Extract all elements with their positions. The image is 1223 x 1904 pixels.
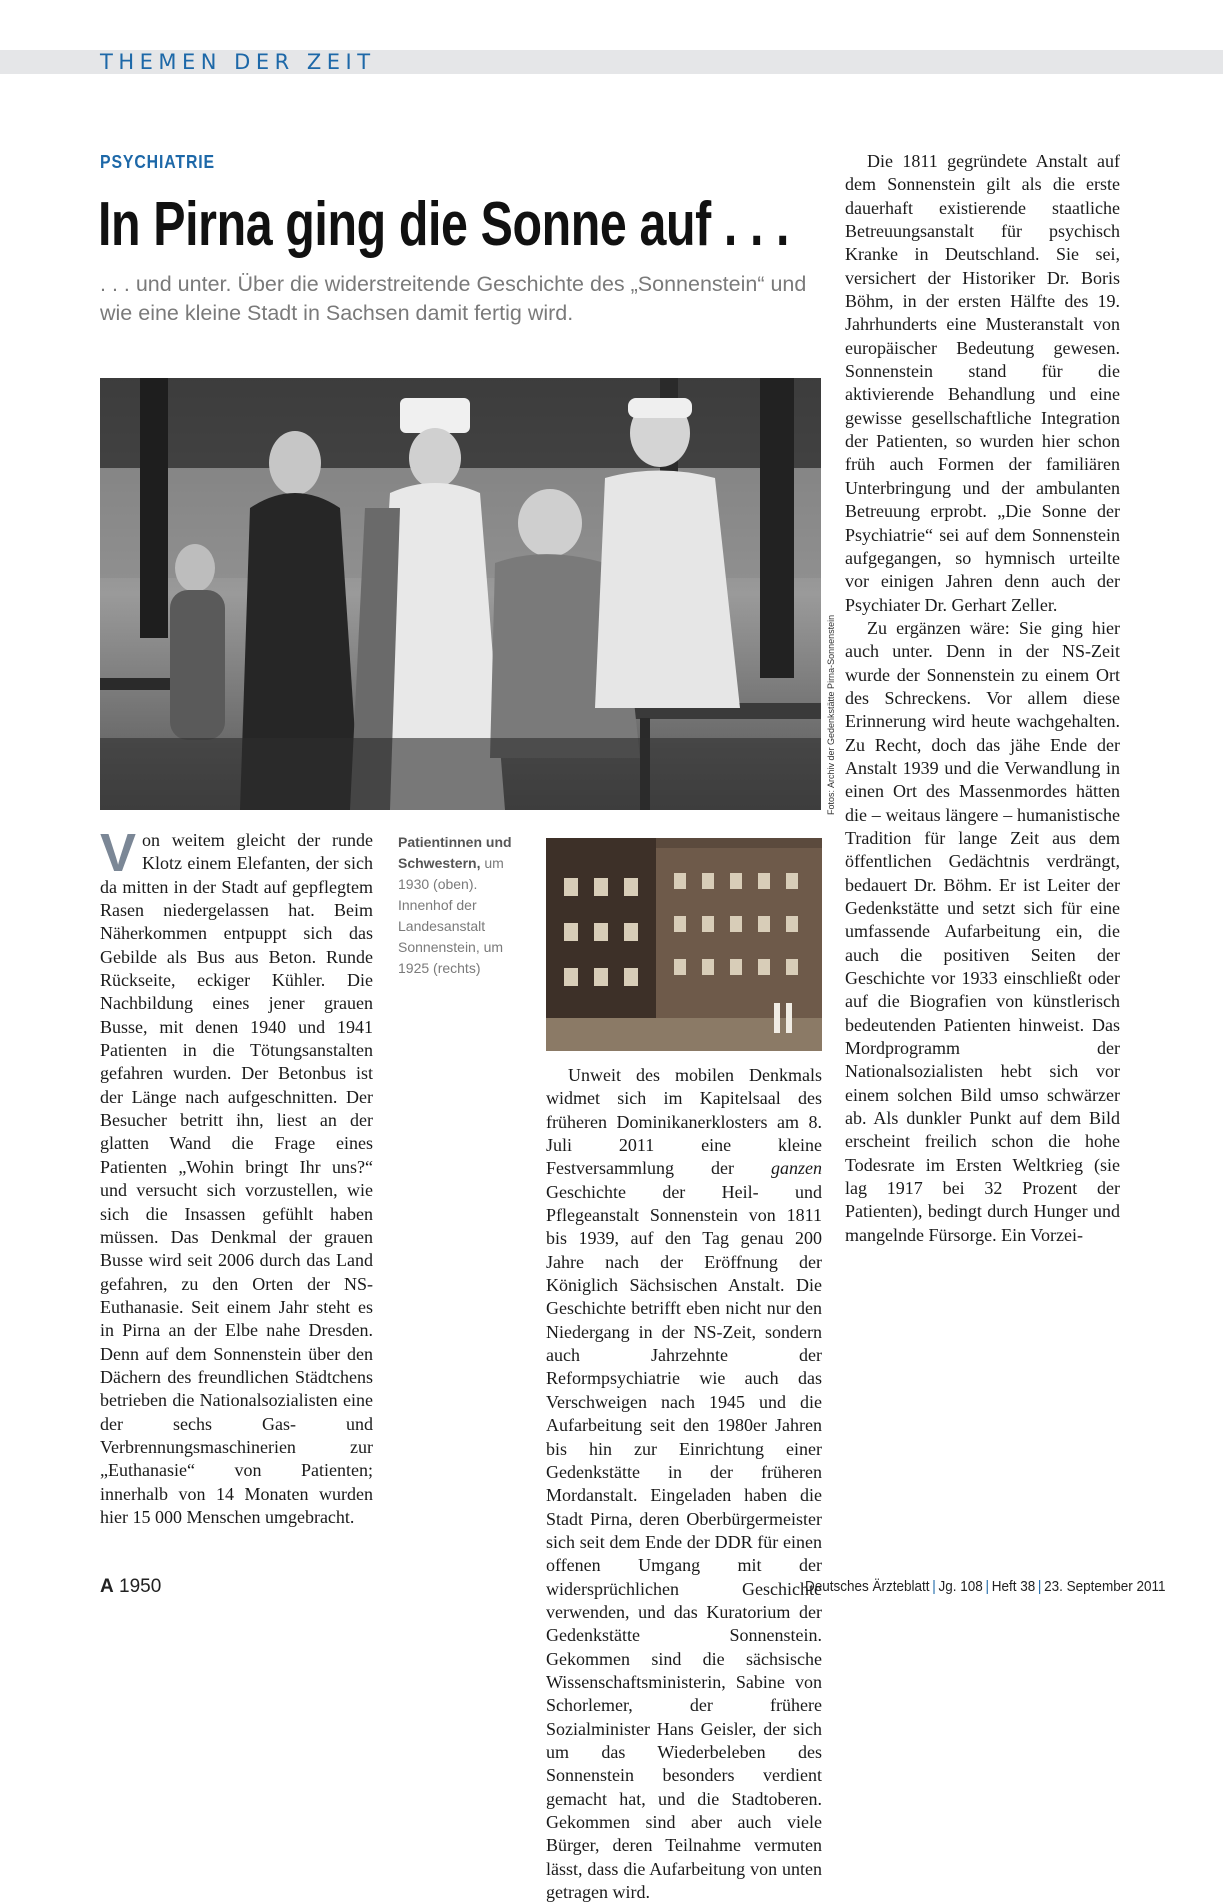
- photo-credit: Fotos: Archiv der Gedenkstätte Pirna-Sonnenstein: [826, 614, 836, 815]
- body-column-1: [100, 823, 373, 1529]
- photo-patients-nurses: [100, 378, 821, 810]
- article-kicker: PSYCHIATRIE: [100, 152, 216, 172]
- page-prefix: A: [100, 1576, 114, 1597]
- article-title: In Pirna ging die Sonne auf . . .: [98, 190, 790, 259]
- journal-volume: Jg. 108: [938, 1578, 983, 1595]
- dropcap: V: [100, 823, 137, 883]
- article-subtitle: . . . und unter. Über die widerstreitende Geschichte des „Sonnenstein“ und wie eine kleine Stadt in Sachsen damit fertig wird.: [100, 272, 807, 325]
- paragraph-ns-era: Zu ergänzen wäre: Sie ging hier auch unter. Denn in der NS-Zeit wurde der Sonnenstein zu einem Ort des Schreckens. Vor allem diese Erinnerung wird heute wachgehalten. Zu Recht, doch das jähe Ende der Anstalt 1939 und die Verwandlung in einen Ort des Massenmordes hätten die – weitaus längere – humanistische Tradition für lange Zeit aus dem öffentlichen Gedächtnis verdrängt, bedauert Dr. Böhm. Er ist Leiter der Gedenkstätte und setzt sich für eine umfassende Aufarbeitung ein, die auch die positiven Seiten der Geschichte vor 1933 einschließt oder auf die Biografien von künstlerisch bedeutenden Patienten hinweist. Das Mordprogramm der Nationalsozialisten hebt sich vor einem solchen Bild umso schwärzer ab. Als dunkler Punkt auf dem Bild erscheint freilich schon die hohe Todesrate im Ersten Weltkrieg (sie lag 1917 bei 32 Prozent der Patienten), bedingt durch Hunger und mangelnde Fürsorge. Ein Vorzei-: [845, 617, 1120, 1245]
- page-number: [100, 1576, 161, 1598]
- paragraph-history: Die 1811 gegründete Anstalt auf dem Sonnenstein gilt als die erste dauerhaft existierende staatliche Betreuungsanstalt für psychisch Kranke in Deutschland. Sie sei, versichert der Historiker Dr. Boris Böhm, in der ersten Hälfte des 19. Jahrhunderts eine Musteranstalt von europäischer Bedeutung gewesen. Sonnenstein stand für die aktivierende Behandlung und eine gewisse gesellschaftliche Integration der Patienten, so wurden hier schon früh auch Formen der familiären Unterbringung und der ambulanten Betreuung erprobt. „Die Sonne der Psychiatrie“ sei auf dem Sonnenstein aufgegangen, so hymnisch urteilte vor einigen Jahren denn auch der Psychiater Dr. Gerhart Zeller.: [845, 151, 1120, 615]
- photo-courtyard-image: [546, 838, 822, 1051]
- paragraph-festival-start: Unweit des mobilen Denkmals widmet sich im Kapitelsaal des früheren Dominikanerklosters am 8. Juli 2011 eine kleine Festversammlung der: [546, 1065, 822, 1179]
- journal-name: Deutsches Ärzteblatt: [805, 1578, 930, 1595]
- photo-caption-text: um 1930 (oben). Innenhof der Landesanstalt Sonnenstein, um 1925 (rechts): [398, 855, 504, 976]
- paragraph-intro-text: on weitem gleicht der runde Klotz einem Elefanten, der sich da mitten in der Stadt auf gepflegtem Rasen niedergelassen hat. Beim Näherkommen entpuppt sich das Gebilde als Bus aus Beton. Runde Rückseite, eckiger Kühler. Die Nachbildung eines jener grauen Busse, mit denen 1940 und 1941 Patienten in die Tötungsanstalten gefahren wurden. Der Betonbus ist der Länge nach aufgeschnitten. Der Besucher betritt ihn, liest an der glatten Wand die Frage eines Patienten „Wohin bringt Ihr uns?“ und versucht sich vorzustellen, wie sich die Insassen gefühlt haben müssen. Das Denkmal der grauen Busse wird seit 2006 durch das Land gefahren, zu den Orten der NS-Euthanasie. Seit einem Jahr steht es in Pirna an der Elbe nahe Dresden. Denn auf dem Sonnenstein über den Dächern des freundlichen Städtchens betrieben die Nationalsozialisten eine der sechs Gas- und Verbrennungsmaschinerien zur „Euthanasie“ von Patienten; innerhalb von 14 Monaten wurden hier 15 000 Menschen umgebracht.: [100, 830, 373, 1527]
- journal-reference: [805, 1578, 1166, 1595]
- separator: |: [985, 1578, 989, 1595]
- journal-issue: Heft 38: [991, 1578, 1036, 1595]
- body-column-3: [845, 150, 1120, 1247]
- paragraph-festival: [546, 1064, 822, 1904]
- paragraph-festival-emphasis: ganzen: [771, 1158, 822, 1179]
- paragraph-festival-end: Geschichte der Heil- und Pflegeanstalt Sonnenstein von 1811 bis 1939, auf den Tag genau 200 Jahre nach der Eröffnung der Königlich Sächsischen Anstalt. Die Geschichte betrifft eben nicht nur den Niedergang in der NS-Zeit, sondern auch Jahrzehnte der Reformpsychiatrie wie auch das Verschweigen nach 1945 und die Aufarbeitung seit den 1980er Jahren bis hin zur Einrichtung einer Gedenkstätte in der früheren Mordanstalt. Eingeladen haben die Stadt Pirna, deren Oberbürgermeister sich seit dem Ende der DDR für einen offenen Umgang mit der widersprüchlichen Geschichte verwenden, und das Kuratorium der Gedenkstätte Sonnenstein. Gekommen sind die sächsische Wissenschaftsministerin, Sabine von Schorlemer, der frühere Sozialminister Hans Geisler, der sich um das Wiederbeleben des Sonnenstein besonders verdient gemacht hat, und die Stadtoberen. Gekommen sind aber auch viele Bürger, deren Teilnahme vermuten lässt, dass die Aufarbeitung von unten getragen wird.: [546, 1181, 822, 1903]
- photo-caption-bold: Patientinnen und Schwestern,: [398, 834, 512, 871]
- journal-date: 23. September 2011: [1044, 1578, 1166, 1595]
- photo-patients-nurses-image: [100, 378, 821, 810]
- photo-courtyard: [546, 838, 822, 1051]
- separator: |: [1037, 1578, 1042, 1595]
- section-label: THEMEN DER ZEIT: [100, 50, 376, 74]
- page-number-value: 1950: [119, 1576, 162, 1597]
- photo-caption: [398, 832, 523, 979]
- separator: |: [932, 1578, 936, 1595]
- body-column-2: [546, 1064, 822, 1904]
- paragraph-intro: [100, 823, 373, 1529]
